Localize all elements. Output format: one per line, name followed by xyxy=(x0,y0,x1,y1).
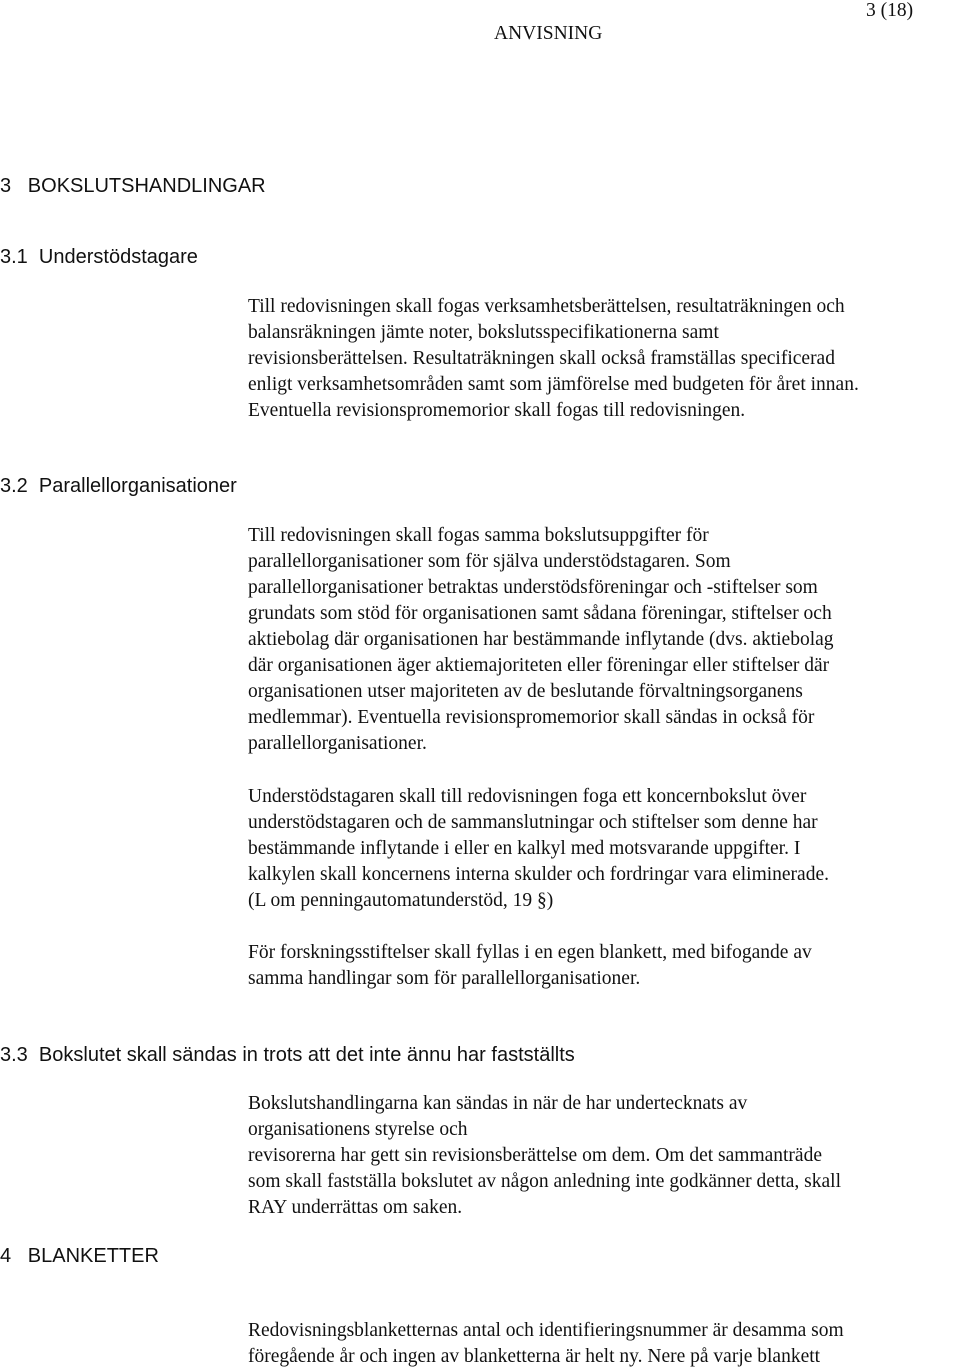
text-line: För forskningsstiftelser skall fyllas i en egen blankett, med bifogande av xyxy=(248,942,812,963)
text-line: aktiebolag där organisationen har bestämmande inflytande (dvs. aktiebolag xyxy=(248,629,834,650)
section-heading-3-1: 3.1 Understödstagare xyxy=(0,246,198,268)
text-line: (L om penningautomatunderstöd, 19 §) xyxy=(248,890,554,911)
text-line: Eventuella revisionspromemorior skall fogas till redovisningen. xyxy=(248,400,746,421)
text-line: enligt verksamhetsområden samt som jämförelse med budgeten för året innan. xyxy=(248,374,859,395)
text-line: samma handlingar som för parallellorganisationer. xyxy=(248,968,641,989)
paragraph-3-2-3 xyxy=(248,940,812,992)
text-line: organisationens styrelse och xyxy=(248,1119,468,1140)
paragraph-3-2-2 xyxy=(248,784,829,914)
text-line: Redovisningsblanketternas antal och identifieringsnummer är desamma som xyxy=(248,1320,844,1341)
text-line: kalkylen skall koncernens interna skulder och fordringar vara eliminerade. xyxy=(248,864,829,885)
text-line: grundats som stöd för organisationen samt sådana föreningar, stiftelser och xyxy=(248,603,832,624)
text-line: parallellorganisationer betraktas understödsföreningar och -stiftelser som xyxy=(248,577,818,598)
paragraph-3-2-1 xyxy=(248,523,834,757)
paragraph-3-1-1 xyxy=(248,294,859,424)
text-line: Understödstagaren skall till redovisningen foga ett koncernbokslut över xyxy=(248,786,807,807)
paragraph-3-3-1 xyxy=(248,1091,841,1221)
text-line: parallellorganisationer. xyxy=(248,733,427,754)
text-line: föregående år och ingen av blanketterna är helt ny. Nere på varje blankett xyxy=(248,1346,821,1367)
text-line: revisorerna har gett sin revisionsberättelse om dem. Om det sammanträde xyxy=(248,1145,822,1166)
section-heading-3: 3 BOKSLUTSHANDLINGAR xyxy=(0,175,266,197)
document-label: ANVISNING xyxy=(494,23,603,44)
page-number: 3 (18) xyxy=(866,0,914,21)
text-line: bestämmande inflytande i eller en kalkyl med motsvarande uppgifter. I xyxy=(248,838,801,859)
text-line: som skall fastställa bokslutet av någon anledning inte godkänner detta, skall xyxy=(248,1171,841,1192)
text-line: RAY underrättas om saken. xyxy=(248,1197,463,1218)
text-line: parallellorganisationer som för själva understödstagaren. Som xyxy=(248,551,731,572)
section-heading-3-2: 3.2 Parallellorganisationer xyxy=(0,475,237,497)
text-line: organisationen utser majoriteten av de beslutande förvaltningsorganens xyxy=(248,681,803,702)
text-line: balansräkningen jämte noter, bokslutsspecifikationerna samt xyxy=(248,322,719,343)
text-line: Till redovisningen skall fogas samma bokslutsuppgifter för xyxy=(248,525,709,546)
paragraph-4-1 xyxy=(248,1318,844,1370)
text-line: Till redovisningen skall fogas verksamhetsberättelsen, resultaträkningen och xyxy=(248,296,845,317)
section-heading-4: 4 BLANKETTER xyxy=(0,1245,159,1267)
text-line: medlemmar). Eventuella revisionspromemorior skall sändas in också för xyxy=(248,707,815,728)
text-line: revisionsberättelsen. Resultaträkningen skall också framställas specificerad xyxy=(248,348,835,369)
text-line: Bokslutshandlingarna kan sändas in när de har undertecknats av xyxy=(248,1093,748,1114)
section-heading-3-3: 3.3 Bokslutet skall sändas in trots att det inte ännu har fastställts xyxy=(0,1044,575,1066)
text-line: understödstagaren och de sammanslutningar och stiftelser som denne har xyxy=(248,812,818,833)
text-line: där organisationen äger aktiemajoriteten eller föreningar eller stiftelser där xyxy=(248,655,830,676)
